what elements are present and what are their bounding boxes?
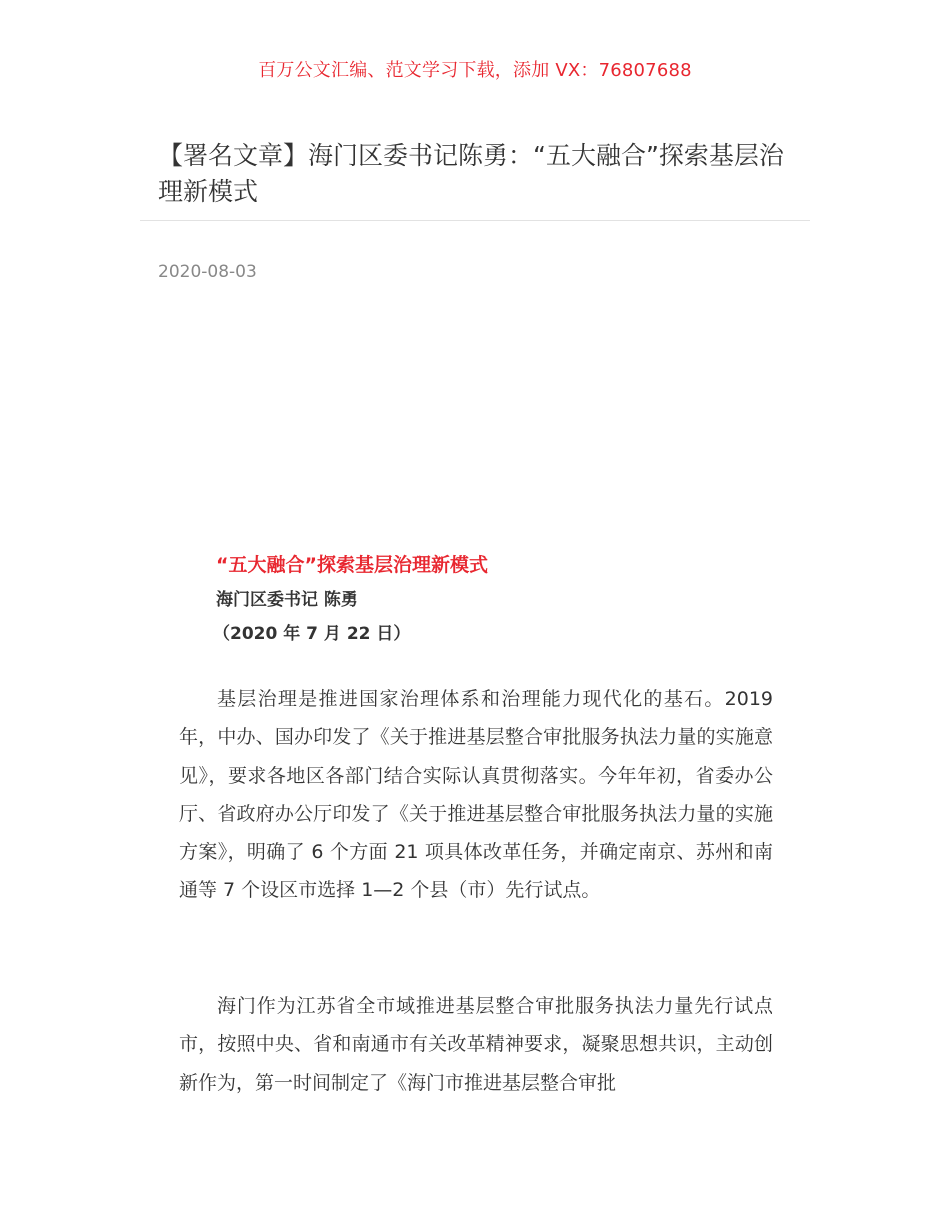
article-title: 【署名文章】海门区委书记陈勇：“五大融合”探索基层治理新模式 <box>158 141 784 206</box>
publish-date: 2020-08-03 <box>158 262 257 282</box>
body-paragraph: 海门作为江苏省全市域推进基层整合审批服务执法力量先行试点市，按照中央、省和南通市有关改革精神要求，凝聚思想共识，主动创新作为，第一时间制定了《海门市推进基层整合审批 <box>179 995 773 1094</box>
promo-banner: 百万公文汇编、范文学习下载，添加 VX：76807688 <box>258 60 692 81</box>
author-byline: 海门区委书记 陈勇 <box>216 590 358 610</box>
article-subheading: “五大融合”探索基层治理新模式 <box>216 554 488 576</box>
body-paragraph: 基层治理是推进国家治理体系和治理能力现代化的基石。2019 年，中办、国办印发了《关于推进基层整合审批服务执法力量的实施意见》，要求各地区各部门结合实际认真贯彻落实。今年年初，省委办公厅、省政府办公厅印发了《关于推进基层整合审批服务执法力量的实施方案》，明确了 6 个方面 21 项具体改革任务，并确定南京、苏州和南通等 7 个设区市选择 1—2 个县（市）先行试点。 <box>179 688 773 902</box>
speech-date: （2020 年 7 月 22 日） <box>213 624 411 644</box>
title-divider <box>140 220 810 221</box>
